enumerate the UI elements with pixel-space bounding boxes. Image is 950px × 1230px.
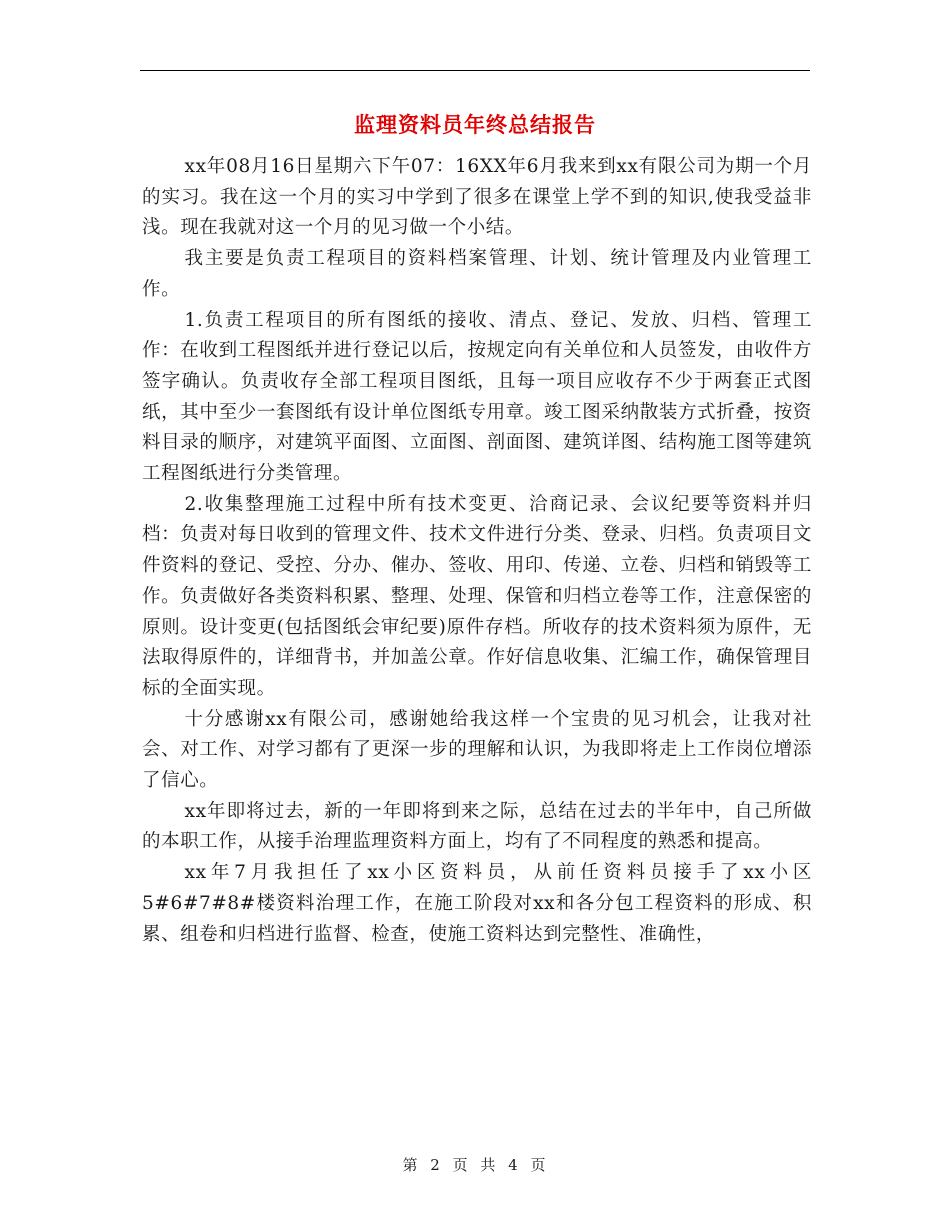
paragraph-thanks: 十分感谢xx有限公司，感谢她给我这样一个宝贵的见习机会，让我对社会、对工作、对学习都有了更深一步的理解和认识，为我即将走上工作岗位增添了信心。 — [142, 708, 812, 792]
page-footer: 第 2 页 共 4 页 — [402, 1156, 548, 1174]
paragraph-responsibilities: 我主要是负责工程项目的资料档案管理、计划、统计管理及内业管理工作。 — [142, 248, 812, 300]
paragraph-july: xx年7月我担任了xx小区资料员，从前任资料员接手了xx小区5#6#7#8#楼资料治理工作，在施工阶段对xx和各分包工程资料的形成、积累、组卷和归档进行监督、检查，使施工资料达到完整性、准确性， — [142, 862, 812, 945]
paragraph-summary: xx年即将过去，新的一年即将到来之际，总结在过去的半年中，自己所做的本职工作，从接手治理监理资料方面上，均有了不同程度的熟悉和提高。 — [142, 800, 812, 853]
paragraph-item-1: 1.负责工程项目的所有图纸的接收、清点、登记、发放、归档、管理工作：在收到工程图纸并进行登记以后，按规定向有关单位和人员签发，由收件方签字确认。负责收存全部工程项目图纸，且每一项目应收存不少于两套正式图纸，其中至少一套图纸有设计单位图纸专用章。竣工图采纳散装方式折叠，按资料目录的顺序，对建筑平面图、立面图、剖面图、建筑详图、结构施工图等建筑工程图纸进行分类管理。 — [142, 309, 812, 485]
paragraph-intro: xx年08月16日星期六下午07：16XX年6月我来到xx有限公司为期一个月的实习。我在这一个月的实习中学到了很多在课堂上学不到的知识,使我受益非浅。现在我就对这一个月的见习做一个小结。 — [142, 156, 812, 239]
paragraph-item-2: 2.收集整理施工过程中所有技术变更、洽商记录、会议纪要等资料并归档：负责对每日收到的管理文件、技术文件进行分类、登录、归档。负责项目文件资料的登记、受控、分办、催办、签收、用印、传递、立卷、归档和销毁等工作。负责做好各类资料积累、整理、处理、保管和归档立卷等工作，注意保密的原则。设计变更(包括图纸会审纪要)原件存档。所收存的技术资料须为原件，无法取得原件的，详细背书，并加盖公章。作好信息收集、汇编工作，确保管理目标的全面实现。 — [142, 493, 812, 699]
document-title: 监理资料员年终总结报告 — [354, 113, 596, 137]
document-body — [142, 152, 812, 950]
header-rule — [140, 70, 810, 71]
